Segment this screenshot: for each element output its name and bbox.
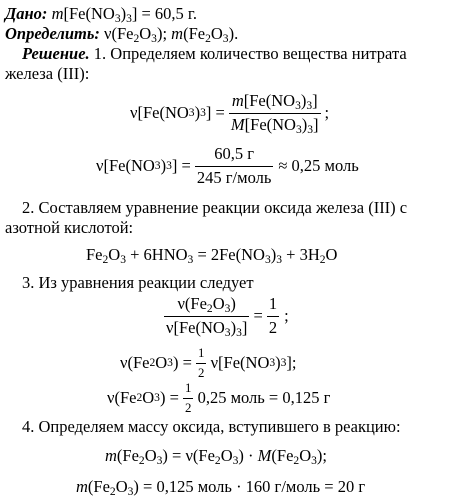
equation-mass-formula: $m(Fe_2O_3) = \nu(Fe_2O_3) \cdot M(Fe_2O_3)$;	[105, 446, 327, 467]
fraction-one-half: $\frac{1}{2}$	[268, 293, 278, 337]
reaction-equation: $Fe_2O_3 + 6HNO_3 = 2Fe(NO_3)_3 + 3H_2O$	[86, 245, 338, 266]
step2-line-2: азотной кислотой:	[5, 218, 134, 237]
fraction-half: $\frac{1}{2}$	[198, 345, 205, 380]
fraction-mass-over-molar-numeric: $\frac{60,5 г}{\text{245 г/моль}}$	[196, 143, 272, 187]
fraction-mass-over-molar: $\frac{m[Fe(NO_3)_3]}{M[Fe(NO_3)_3]}$	[230, 90, 319, 136]
step4-line: 4. Определяем массу оксида, вступившего в реакцию:	[22, 417, 401, 436]
solution-label: Решение.	[22, 44, 90, 63]
step2-line-1: 2. Составляем уравнение реакции оксида железа (III) с	[22, 198, 408, 217]
find-label: Определить:	[5, 24, 100, 43]
fraction-half: $\frac{1}{2}$	[185, 380, 192, 415]
equation-mass-result: $m(Fe_2O_3) = 0,125$ моль · 160 г/моль = 20 г	[76, 477, 366, 498]
mass-symbol: m	[51, 4, 64, 23]
equation-amount-formula: ν[Fe(NO 3 ) 3 ] = $\frac{m[Fe(NO_3)_3]}{M[Fe(NO_3)_3]}$ ;	[130, 90, 330, 136]
equation-oxide-amount-value: ν(Fe 2 O 3 ) = $\frac{1}{2}$ 0,25 моль = 0,125 г	[107, 380, 331, 415]
solution-line-1: Решение. 1. Определяем количество вещества нитрата	[22, 44, 407, 63]
equation-ratio: $\frac{\nu(Fe_2O_3)}{\nu[Fe(NO_3)_3]}$ = $\frac{1}{2}$ ;	[166, 293, 289, 339]
fraction-amount-ratio: $\frac{\nu(Fe_2O_3)}{\nu[Fe(NO_3)_3]}$	[166, 293, 248, 339]
find-line: Определить: $\nu(Fe_2O_3)$; $m(Fe_2O_3)$.	[5, 24, 239, 45]
equation-oxide-amount-relation: ν(Fe 2 O 3 ) = $\frac{1}{2}$ ν[Fe(NO 3 ) 3 ];	[120, 345, 297, 380]
given-label: Дано:	[5, 4, 48, 23]
solution-line-2: железа (III):	[5, 64, 90, 83]
given-line: Дано: $m[Fe(NO_3)_3] = 60,5$ г.	[5, 4, 197, 25]
equation-amount-numeric: ν[Fe(NO 3 ) 3 ] = $\frac{60,5 г}{\text{245 г/моль}}$ ≈ 0,25 моль	[96, 143, 359, 187]
step3-line: 3. Из уравнения реакции следует	[22, 273, 254, 292]
